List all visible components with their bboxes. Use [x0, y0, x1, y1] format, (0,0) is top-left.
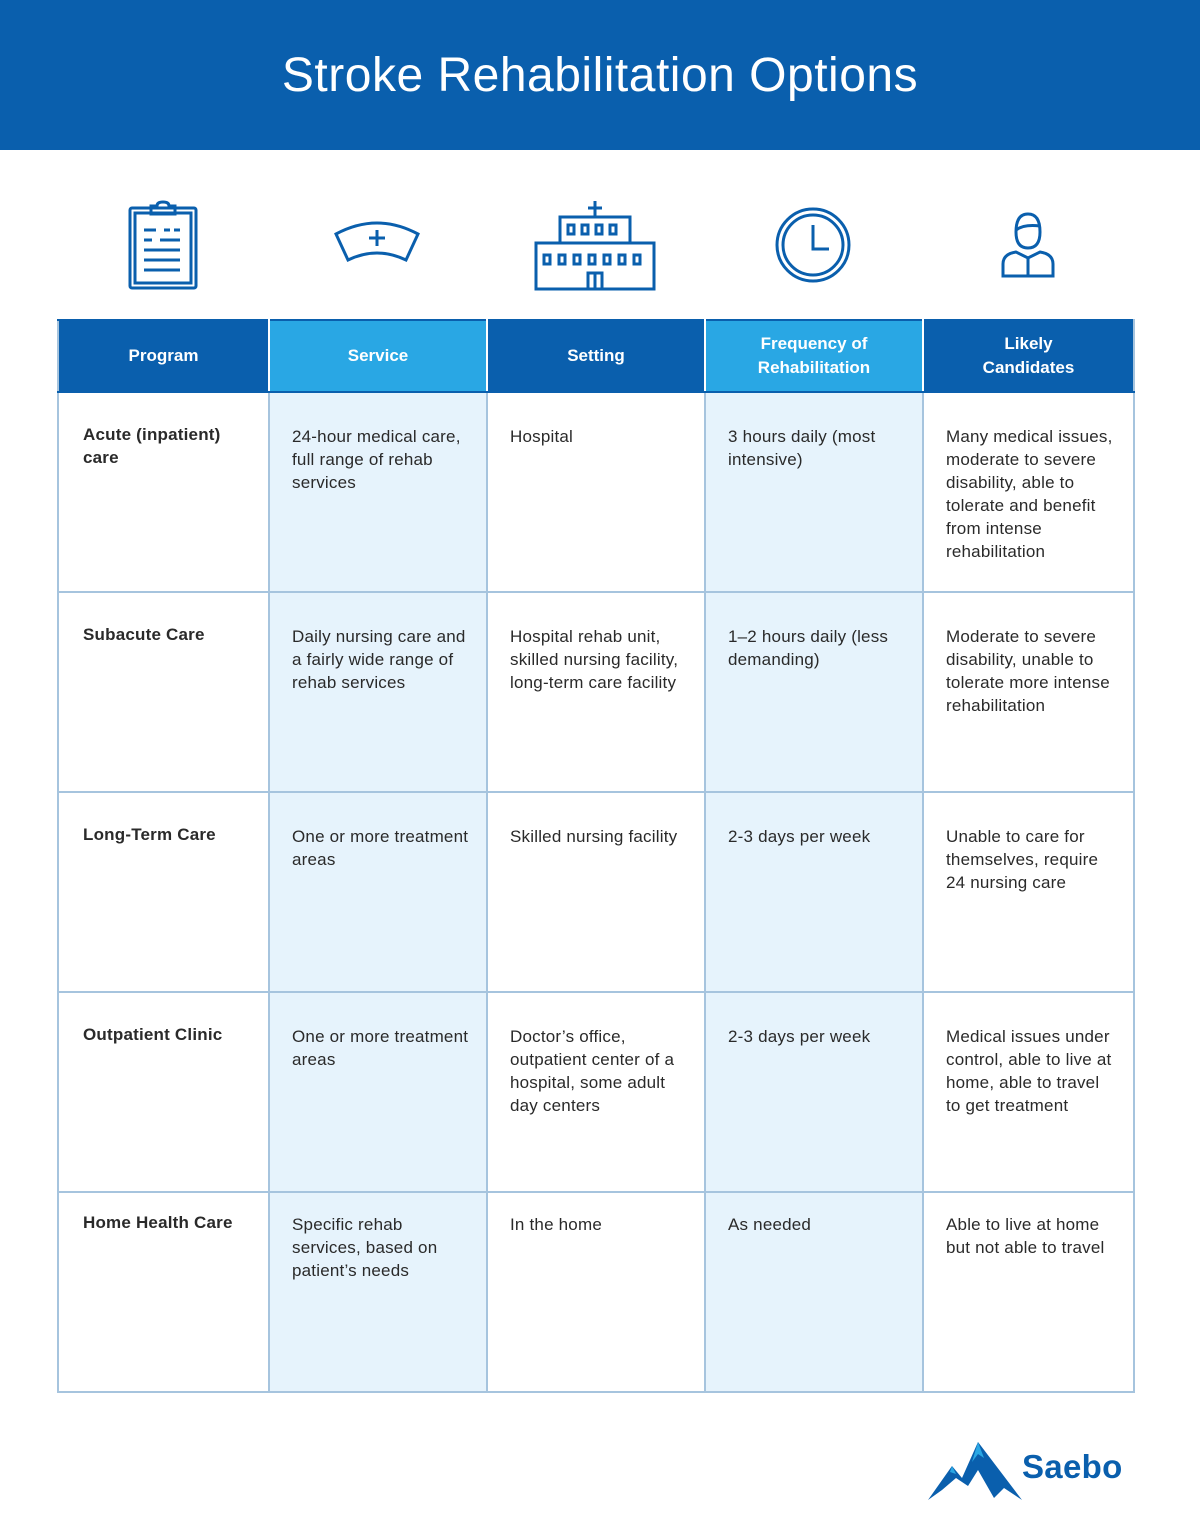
header-row	[58, 320, 1134, 392]
service-cell: One or more treatment areas	[269, 992, 487, 1192]
service-cell: One or more treatment areas	[269, 792, 487, 992]
title-banner	[0, 0, 1200, 150]
brand-name: Saebo	[1022, 1448, 1123, 1485]
table-row	[58, 792, 1134, 992]
column-header-program: Program	[58, 320, 269, 392]
icon-row	[57, 195, 1133, 295]
column-header-candidates: Likely Candidates	[923, 320, 1134, 392]
setting-cell: Hospital rehab unit, skilled nursing facility, long-term care facility	[487, 592, 705, 792]
page-title: Stroke Rehabilitation Options	[281, 48, 919, 102]
clipboard-icon	[57, 195, 268, 295]
program-cell: Long-Term Care	[58, 792, 269, 992]
mountain-logo-icon	[928, 1438, 1022, 1504]
column-header-service: Service	[269, 320, 487, 392]
column-header-setting: Setting	[487, 320, 705, 392]
table-row	[58, 1192, 1134, 1392]
column-header-frequency: Frequency of Rehabilitation	[705, 320, 923, 392]
frequency-cell: 2-3 days per week	[705, 992, 923, 1192]
frequency-cell: 2-3 days per week	[705, 792, 923, 992]
setting-cell: Doctor’s office, outpatient center of a hospital, some adult day centers	[487, 992, 705, 1192]
frequency-cell: 3 hours daily (most intensive)	[705, 392, 923, 592]
service-cell: 24-hour medical care, full range of rehab services	[269, 392, 487, 592]
program-cell: Subacute Care	[58, 592, 269, 792]
setting-cell: Skilled nursing facility	[487, 792, 705, 992]
service-cell: Daily nursing care and a fairly wide range of rehab services	[269, 592, 487, 792]
service-cell: Specific rehab services, based on patient’s needs	[269, 1192, 487, 1392]
program-cell: Acute (inpatient) care	[58, 392, 269, 592]
candidates-cell: Moderate to severe disability, unable to tolerate more intense rehabilitation	[923, 592, 1134, 792]
frequency-cell: As needed	[705, 1192, 923, 1392]
candidates-cell: Unable to care for themselves, require 24 nursing care	[923, 792, 1134, 992]
program-cell: Outpatient Clinic	[58, 992, 269, 1192]
nurse-cap-icon	[268, 195, 486, 295]
setting-cell: Hospital	[487, 392, 705, 592]
rehab-options-table	[57, 319, 1135, 1393]
table-row	[58, 392, 1134, 592]
person-icon	[922, 195, 1133, 295]
program-cell: Home Health Care	[58, 1192, 269, 1392]
candidates-cell: Many medical issues, moderate to severe disability, able to tolerate and benefit from intense rehabilitation	[923, 392, 1134, 592]
frequency-cell: 1–2 hours daily (less demanding)	[705, 592, 923, 792]
clock-icon	[704, 195, 922, 295]
table-row	[58, 992, 1134, 1192]
candidates-cell: Medical issues under control, able to live at home, able to travel to get treatment	[923, 992, 1134, 1192]
table-row	[58, 592, 1134, 792]
setting-cell: In the home	[487, 1192, 705, 1392]
hospital-icon	[486, 195, 704, 295]
candidates-cell: Able to live at home but not able to travel	[923, 1192, 1134, 1392]
